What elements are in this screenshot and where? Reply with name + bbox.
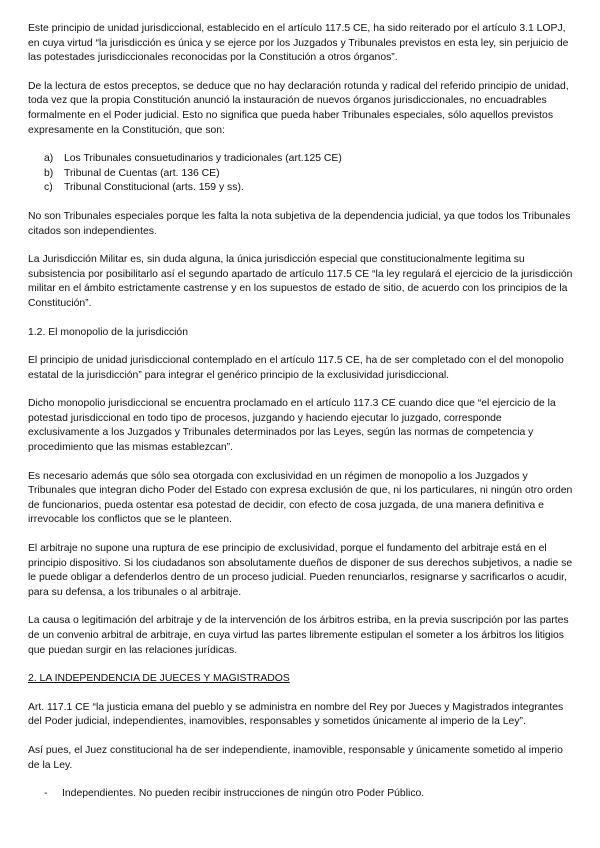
list-item — [28, 152, 574, 167]
list-marker: b) — [44, 167, 54, 179]
paragraph-arbitraje: El arbitraje no supone una ruptura de ese principio de exclusividad, porque el fundamento del arbitraje está en el principio dispositivo. Si los ciudadanos son absolutamente dueños de disponer de sus derechos subjetivos, a nadie se le puede obligar a defenderlos dentro de un proceso judicial. Pueden renunciarlos, resignarse y sacrificarlos o acudir, para su defensa, a los tribunales o al arbitraje. — [28, 543, 573, 598]
paragraph-unidad-jurisdiccional: Este principio de unidad jurisdiccional, establecido en el artículo 117.5 CE, ha sido reiterado por el artículo 3.1 LOPJ, en cuya virtud “la jurisdicción es única y se ejerce por los Juzgados y Tribunales previstos en esta ley, sin perjuicio de las potestades jurisdiccionales reconocidas por la Constitución a otros órganos”. — [28, 23, 569, 64]
paragraph-legitimacion-arbitraje: La causa o legitimación del arbitraje y de la intervención de los árbitros estriba, en la previa suscripción por las partes de un convenio arbitral de arbitraje, en cuya virtud las partes libremente estipulan el someter a los árbitros los litigios que puedan surgir en las relaciones jurídicas. — [28, 615, 569, 656]
dash-list — [28, 787, 574, 802]
list-item-text: Tribunal de Cuentas (art. 136 CE) — [64, 167, 220, 179]
section-heading-independencia: 2. LA INDEPENDENCIA DE JUECES Y MAGISTRADOS — [28, 673, 290, 685]
list-item — [28, 181, 574, 196]
list-item — [28, 167, 574, 182]
list-item-text: Los Tribunales consuetudinarios y tradicionales (art.125 CE) — [64, 153, 342, 165]
tribunals-list — [28, 152, 574, 196]
list-marker: - — [44, 788, 48, 800]
list-marker: c) — [44, 182, 53, 194]
paragraph-jurisdiccion-militar: La Jurisdicción Militar es, sin duda alguna, la única jurisdicción especial que constitucionalmente legitima su subsistencia por posibilitarlo así el segundo apartado de artículo 117.5 CE “la ley regulará el ejercicio de la jurisdicción militar en el ámbito estrictamente castrense y en los supuestos de estado de sitio, de acuerdo con los principios de la Constitución”. — [28, 254, 573, 309]
paragraph-lectura-preceptos: De la lectura de estos preceptos, se deduce que no hay declaración rotunda y radical del referido principio de unidad, toda vez que la propia Constitución anunció la instauración de nuevos órganos jurisdiccionales, no encuadrables formalmente en el Poder judicial. Esto no significa que pueda haber Tribunales especiales, sólo aquellos previstos expresamente en la Constitución, que son: — [28, 80, 569, 136]
paragraph-art-117: Art. 117.1 CE “la justicia emana del pueblo y se administra en nombre del Rey por Jueces y Magistrados integrantes del Poder judicial, independientes, inamovibles, responsables y sometidos únicamente al imperio de la Ley”. — [28, 701, 564, 728]
list-item-text: Tribunal Constitucional (arts. 159 y ss). — [64, 182, 244, 194]
paragraph-principio-unidad: El principio de unidad jurisdiccional contemplado en el artículo 117.5 CE, ha de ser completado con el del monopolio estatal de la jurisdicción” para integrar el genérico principio de la exclusividad jurisdiccional. — [28, 355, 564, 381]
paragraph-no-especiales: No son Tribunales especiales porque les falta la nota subjetiva de la dependencia judicial, ya que todos los Tribunales citados son independientes. — [28, 210, 571, 237]
list-marker: a) — [44, 153, 54, 165]
paragraph-juez-constitucional: Así pues, el Juez constitucional ha de ser independiente, inamovible, responsable y únicamente sometido al imperio de la Ley. — [28, 744, 563, 771]
paragraph-monopolio-jurisdiccional: Dicho monopolio jurisdiccional se encuentra proclamado en el artículo 117.3 CE cuando dice que “el ejercicio de la potestad jurisdiccional en todo tipo de procesos, juzgando y haciendo ejecutar lo juzgado, corresponde exclusivamente a los Juzgados y Tribunales determinados por las Leyes, según las normas de competencia y procedimiento que las mismas establezcan”. — [28, 398, 556, 454]
list-item — [28, 787, 574, 802]
paragraph-exclusividad: Es necesario además que sólo sea otorgada con exclusividad en un régimen de monopolio a los Juzgados y Tribunales que integran dicho Poder del Estado con expresa exclusión de que, ni los particulares, ni ningún otro orden de funcionarios, pueda ostentar esa potestad de decidir, con efecto de cosa juzgada, de una manera definitiva e irrevocable los conflictos que se le planteen. — [28, 470, 573, 526]
section-heading-monopolio: 1.2. El monopolio de la jurisdicción — [28, 326, 188, 338]
list-item-text: Independientes. No pueden recibir instrucciones de ningún otro Poder Público. — [62, 788, 425, 800]
document-page — [28, 22, 574, 816]
